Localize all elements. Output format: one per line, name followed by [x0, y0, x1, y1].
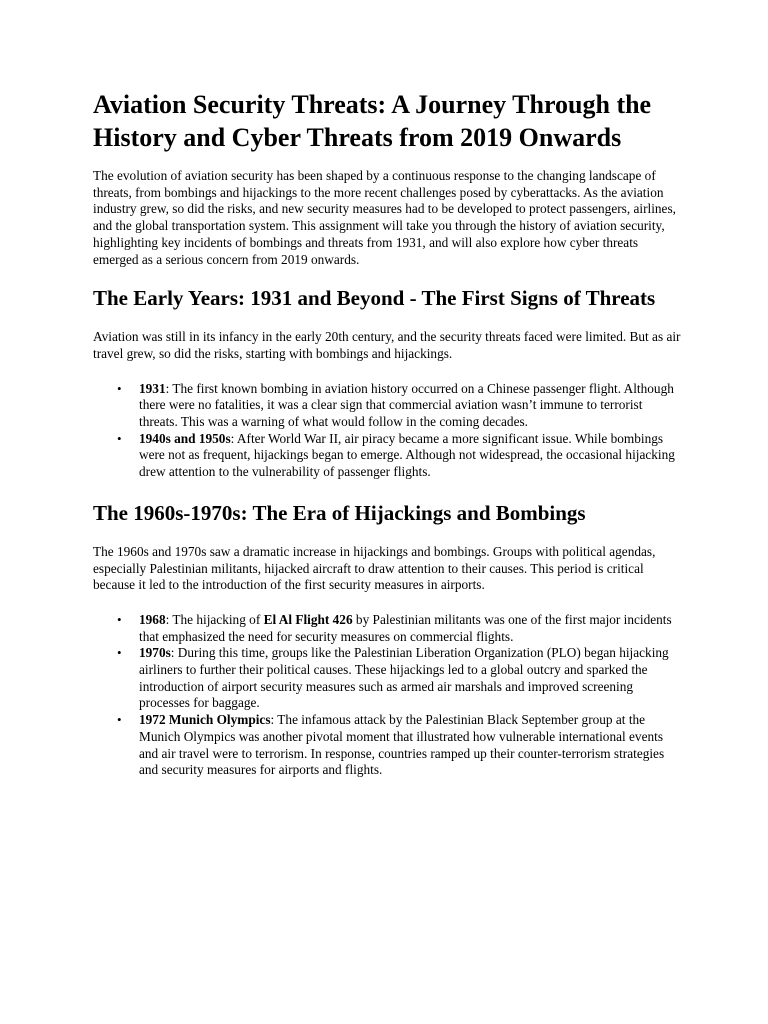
bullet-icon: • [117, 611, 122, 627]
list-item [117, 712, 683, 779]
section-paragraph-hijackings-era: The 1960s and 1970s saw a dramatic increase in hijackings and bombings. Groups with political agendas, especially Palestinian militants, hijacked aircraft to draw attention to their causes. This period is critical because it led to the introduction of the first security measures in airports. [93, 543, 656, 593]
list-item-text: : During this time, groups like the Palestinian Liberation Organization (PLO) began hijacking airliners to further their political causes. These hijackings led to a global outcry and sparked the introduction of airport security measures such as armed air marshals and improved screening processes for baggage. [139, 645, 669, 711]
document-title: Aviation Security Threats: A Journey Through the History and Cyber Threats from 2019 Onwards [93, 90, 652, 152]
intro-paragraph: The evolution of aviation security has been shaped by a continuous response to the changing landscape of threats, from bombings and hijackings to the more recent challenges posed by cyberattacks. As the aviation industry grew, so did the risks, and new security measures had to be developed to protect passengers, airlines, and the global transportation system. This assignment will take you through the history of aviation security, highlighting key incidents of bombings and threats from 1931, and will also explore how cyber threats emerged as a serious concern from 2019 onwards. [93, 168, 676, 267]
section-heading-early-years: The Early Years: 1931 and Beyond - The First Signs of Threats [93, 286, 656, 311]
bullet-icon: • [117, 380, 122, 396]
section-paragraph-early-years: Aviation was still in its infancy in the early 20th century, and the security threats faced were limited. But as air travel grew, so did the risks, starting with bombings and hijackings. [93, 329, 681, 361]
list-item [117, 645, 683, 712]
list-item-label: 1972 Munich Olympics [139, 712, 271, 728]
bullet-list-hijackings-era [93, 612, 683, 779]
bullet-icon: • [117, 645, 122, 661]
list-item [117, 611, 683, 645]
list-item-label: 1968 [139, 611, 166, 627]
section-heading-hijackings-era: The 1960s-1970s: The Era of Hijackings and Bombings [93, 500, 586, 525]
list-item [117, 380, 683, 431]
list-item-text: : The first known bombing in aviation history occurred on a Chinese passenger flight. Although there were no fatalities, it was a clear sign that commercial aviation wasn’t immune to terrorist threats. This was a warning of what would follow in the coming decades. [139, 380, 674, 430]
bullet-icon: • [117, 712, 122, 728]
list-item-text: by Palestinian militants was one of the first major incidents that emphasized the need for security measures on commercial flights. [139, 611, 672, 644]
list-item [117, 430, 683, 481]
bullet-icon: • [117, 430, 122, 446]
document-body [93, 88, 683, 799]
list-item-label: 1970s [139, 645, 171, 661]
list-item-label: 1931 [139, 380, 166, 396]
list-item-emphasis: El Al Flight 426 [263, 611, 353, 627]
list-item-text: : After World War II, air piracy became a more significant issue. While bombings were not as frequent, hijackings began to emerge. Although not widespread, the occasional hijacking drew attention to the vulnerability of passenger flights. [139, 430, 675, 480]
bullet-list-early-years [93, 381, 683, 481]
list-item-label: 1940s and 1950s [139, 430, 231, 446]
list-item-text: : The hijacking of [165, 611, 264, 627]
list-item-text: : The infamous attack by the Palestinian Black September group at the Munich Olympics was another pivotal moment that illustrated how vulnerable international events and air travel were to terrorism. In response, countries ramped up their counter-terrorism strategies and security measures for airports and flights. [139, 712, 665, 778]
